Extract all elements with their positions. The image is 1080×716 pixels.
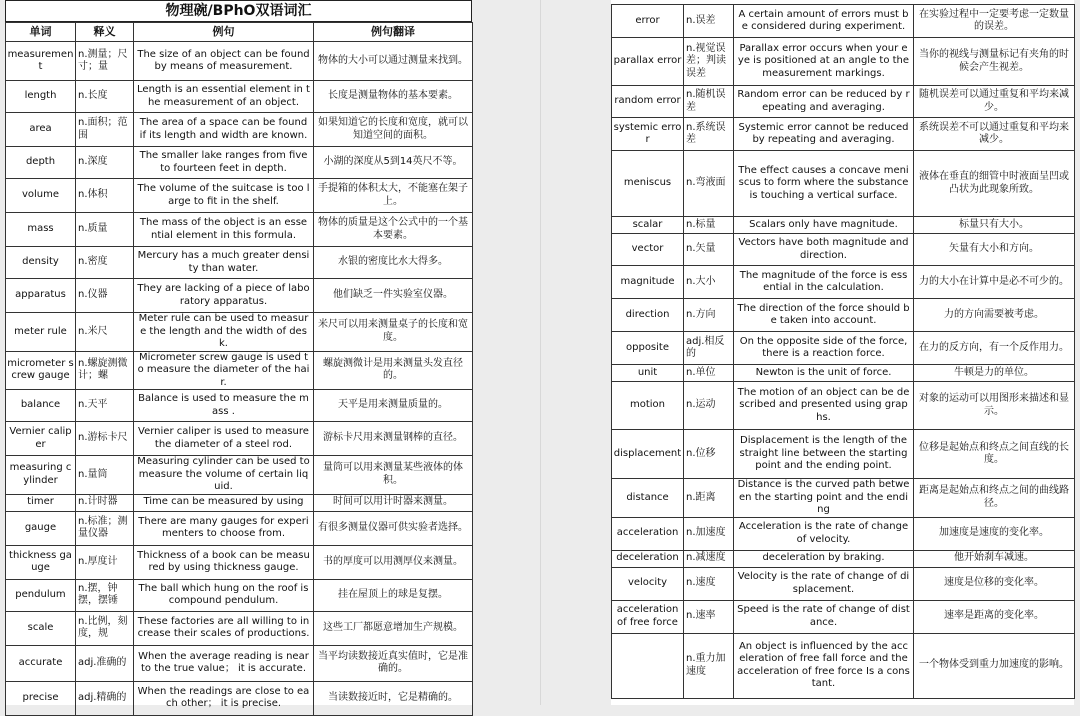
cell-translation: 系统误差不可以通过重复和平均来减少。 [914, 118, 1075, 151]
cell-meaning: n.螺旋测微计；螺 [76, 351, 134, 390]
table-row [6, 42, 473, 81]
cell-example: Balance is used to measure the mass . [134, 390, 314, 422]
cell-meaning: n.长度 [76, 81, 134, 113]
cell-meaning: n.摆，钟摆，摆锤 [76, 579, 134, 611]
cell-example: These factories are all willing to increase their scales of productions. [134, 611, 314, 645]
cell-example: Mercury has a much greater density than water. [134, 247, 314, 279]
table-row [612, 430, 1075, 479]
cell-translation: 如果知道它的长度和宽度，就可以知道空间的面积。 [314, 113, 473, 147]
cell-word: distance [612, 479, 684, 518]
cell-example: Parallax error occurs when your eye is positioned at an angle to the measurement markings. [734, 38, 914, 86]
table-row [6, 681, 473, 715]
cell-translation: 速率是距离的变化率。 [914, 600, 1075, 633]
table-row [6, 279, 473, 313]
cell-example: Acceleration is the rate of change of velocity. [734, 517, 914, 550]
table-row [6, 422, 473, 456]
cell-meaning: adj.准确的 [76, 645, 134, 681]
cell-word: micrometer screw gauge [6, 351, 76, 390]
cell-example: When the average reading is near to the true value； it is accurate. [134, 645, 314, 681]
cell-translation: 力的大小在计算中是必不可少的。 [914, 266, 1075, 299]
cell-meaning: n.标准；测量仪器 [76, 511, 134, 545]
cell-example: Velocity is the rate of change of displacement. [734, 567, 914, 600]
cell-translation: 速度是位移的变化率。 [914, 567, 1075, 600]
table-row [6, 313, 473, 352]
cell-word: velocity [612, 567, 684, 600]
cell-example: Meter rule can be used to measure the length and the width of desk. [134, 313, 314, 352]
table-row [6, 456, 473, 495]
cell-meaning: n.质量 [76, 213, 134, 247]
cell-meaning: n.天平 [76, 390, 134, 422]
cell-translation: 标量只有大小。 [914, 217, 1075, 234]
cell-meaning: n.速度 [684, 567, 734, 600]
cell-word: measurement [6, 42, 76, 81]
cell-translation: 小湖的深度从5到14英尺不等。 [314, 147, 473, 179]
cell-translation: 液体在垂直的细管中时液面呈凹或凸状为此现象所致。 [914, 151, 1075, 217]
cell-example: Time can be measured by using [134, 494, 314, 511]
table-row [6, 147, 473, 179]
cell-meaning: n.重力加速度 [684, 633, 734, 698]
cell-meaning: n.运动 [684, 382, 734, 430]
cell-translation: 矢量有大小和方向。 [914, 234, 1075, 266]
cell-translation: 物体的质量是这个公式中的一个基本要素。 [314, 213, 473, 247]
cell-translation: 水银的密度比水大得多。 [314, 247, 473, 279]
vocab-table-right [611, 4, 1075, 699]
cell-meaning: n.距离 [684, 479, 734, 518]
cell-example: Displacement is the length of the straight line between the starting point and the ending point. [734, 430, 914, 479]
cell-word: thickness gauge [6, 545, 76, 579]
cell-word: displacement [612, 430, 684, 479]
cell-translation: 他们缺乏一件实验室仪器。 [314, 279, 473, 313]
cell-word: area [6, 113, 76, 147]
cell-translation: 量筒可以用来测量某些液体的体积。 [314, 456, 473, 495]
table-row [612, 479, 1075, 518]
cell-word: length [6, 81, 76, 113]
table-row [6, 579, 473, 611]
cell-word: meniscus [612, 151, 684, 217]
cell-word: parallax error [612, 38, 684, 86]
cell-example: When the readings are close to each other； it is precise. [134, 681, 314, 715]
cell-word: volume [6, 179, 76, 213]
table-row [6, 247, 473, 279]
cell-translation: 有很多测量仪器可供实验者选择。 [314, 511, 473, 545]
table-row [612, 151, 1075, 217]
cell-word: systemic error [612, 118, 684, 151]
cell-example: Measuring cylinder can be used to measure the volume of certain liquid. [134, 456, 314, 495]
page-title: 物理碗/BPhO双语词汇 [5, 0, 472, 22]
cell-translation: 物体的大小可以通过测量来找到。 [314, 42, 473, 81]
cell-example: deceleration by braking. [734, 550, 914, 567]
cell-word: apparatus [6, 279, 76, 313]
cell-example: Vectors have both magnitude and direction. [734, 234, 914, 266]
cell-meaning: n.测量；尺寸；量 [76, 42, 134, 81]
right-page [611, 0, 1074, 705]
cell-example: The smaller lake ranges from five to fourteen feet in depth. [134, 147, 314, 179]
cell-example: A certain amount of errors must be considered during experiment. [734, 5, 914, 38]
cell-word: Vernier caliper [6, 422, 76, 456]
table-row [6, 81, 473, 113]
cell-meaning: n.矢量 [684, 234, 734, 266]
table-row [6, 179, 473, 213]
cell-example: The direction of the force should be taken into account. [734, 299, 914, 332]
table-row [6, 351, 473, 390]
cell-translation: 加速度是速度的变化率。 [914, 517, 1075, 550]
cell-word: meter rule [6, 313, 76, 352]
cell-meaning: n.密度 [76, 247, 134, 279]
cell-meaning: n.误差 [684, 5, 734, 38]
header-example: 例句 [134, 23, 314, 42]
cell-word: magnitude [612, 266, 684, 299]
cell-meaning: n.仪器 [76, 279, 134, 313]
table-row [6, 390, 473, 422]
cell-example: There are many gauges for experimenters to choose from. [134, 511, 314, 545]
table-row [612, 633, 1075, 698]
cell-word: motion [612, 382, 684, 430]
cell-meaning: n.系统误差 [684, 118, 734, 151]
table-row [612, 86, 1075, 118]
cell-translation: 当读数接近时，它是精确的。 [314, 681, 473, 715]
table-row [612, 382, 1075, 430]
cell-word: scale [6, 611, 76, 645]
cell-meaning: n.米尺 [76, 313, 134, 352]
cell-example: The motion of an object can be described and presented using graphs. [734, 382, 914, 430]
cell-translation: 距离是起始点和终点之间的曲线路径。 [914, 479, 1075, 518]
cell-word: accurate [6, 645, 76, 681]
cell-word: depth [6, 147, 76, 179]
cell-word: density [6, 247, 76, 279]
cell-meaning: n.量筒 [76, 456, 134, 495]
cell-meaning: n.大小 [684, 266, 734, 299]
cell-meaning: n.面积；范围 [76, 113, 134, 147]
cell-word: unit [612, 365, 684, 382]
cell-example: Random error can be reduced by repeating and averaging. [734, 86, 914, 118]
header-translation: 例句翻译 [314, 23, 473, 42]
cell-example: Distance is the curved path between the starting point and the ending [734, 479, 914, 518]
cell-meaning: n.弯液面 [684, 151, 734, 217]
table-row [612, 299, 1075, 332]
cell-word: mass [6, 213, 76, 247]
cell-word: balance [6, 390, 76, 422]
cell-word: error [612, 5, 684, 38]
left-page [5, 0, 472, 709]
cell-meaning: n.减速度 [684, 550, 734, 567]
cell-translation: 随机误差可以通过重复和平均来减少。 [914, 86, 1075, 118]
table-row [612, 5, 1075, 38]
cell-word: direction [612, 299, 684, 332]
table-row [6, 611, 473, 645]
table-row [612, 217, 1075, 234]
cell-example: The ball which hung on the roof is compound pendulum. [134, 579, 314, 611]
vocab-body-right [612, 5, 1075, 699]
cell-word: timer [6, 494, 76, 511]
cell-example: The mass of the object is an essential element in this formula. [134, 213, 314, 247]
cell-translation: 在力的反方向，有一个反作用力。 [914, 332, 1075, 365]
cell-translation: 他开始刹车减速。 [914, 550, 1075, 567]
cell-translation: 手提箱的体积太大，不能塞在架子上。 [314, 179, 473, 213]
cell-example: On the opposite side of the force, there is a reaction force. [734, 332, 914, 365]
header-meaning: 释义 [76, 23, 134, 42]
cell-translation: 游标卡尺用来测量钢棒的直径。 [314, 422, 473, 456]
cell-meaning: n.加速度 [684, 517, 734, 550]
table-row [612, 118, 1075, 151]
cell-translation: 螺旋测微计是用来测量头发直径的。 [314, 351, 473, 390]
table-row [612, 234, 1075, 266]
cell-meaning: adj.相反的 [684, 332, 734, 365]
cell-example: The effect causes a concave meniscus to form where the substance is touching a vertical surface. [734, 151, 914, 217]
cell-meaning: n.单位 [684, 365, 734, 382]
table-row [612, 38, 1075, 86]
cell-translation: 时间可以用计时器来测量。 [314, 494, 473, 511]
cell-meaning: n.游标卡尺 [76, 422, 134, 456]
cell-example: Scalars only have magnitude. [734, 217, 914, 234]
cell-meaning: n.体积 [76, 179, 134, 213]
cell-translation: 长度是测量物体的基本要素。 [314, 81, 473, 113]
cell-translation: 这些工厂都愿意增加生产规模。 [314, 611, 473, 645]
cell-meaning: n.位移 [684, 430, 734, 479]
table-row [612, 567, 1075, 600]
table-row [612, 266, 1075, 299]
cell-word: measuring cylinder [6, 456, 76, 495]
cell-word: opposite [612, 332, 684, 365]
cell-meaning: n.速率 [684, 600, 734, 633]
cell-word: pendulum [6, 579, 76, 611]
cell-word: acceleration of free force [612, 600, 684, 633]
table-row [6, 494, 473, 511]
cell-translation: 米尺可以用来测量桌子的长度和宽度。 [314, 313, 473, 352]
cell-translation: 力的方向需要被考虑。 [914, 299, 1075, 332]
cell-word [612, 633, 684, 698]
cell-meaning: adj.精确的 [76, 681, 134, 715]
vocab-body-left [6, 42, 473, 716]
cell-word: acceleration [612, 517, 684, 550]
cell-example: The size of an object can be found by means of measurement. [134, 42, 314, 81]
cell-example: Speed is the rate of change of distance. [734, 600, 914, 633]
cell-translation: 书的厚度可以用测厚仪来测量。 [314, 545, 473, 579]
table-row [6, 545, 473, 579]
cell-example: The magnitude of the force is essential in the calculation. [734, 266, 914, 299]
header-word: 单词 [6, 23, 76, 42]
cell-meaning: n.视觉误差；判读误差 [684, 38, 734, 86]
cell-translation: 当平均读数接近真实值时，它是准确的。 [314, 645, 473, 681]
cell-example: Newton is the unit of force. [734, 365, 914, 382]
cell-meaning: n.随机误差 [684, 86, 734, 118]
cell-meaning: n.标量 [684, 217, 734, 234]
vocab-table-left [5, 22, 473, 716]
cell-translation: 对象的运动可以用图形来描述和显示。 [914, 382, 1075, 430]
cell-example: Systemic error cannot be reduced by repeating and averaging. [734, 118, 914, 151]
header-row [6, 23, 473, 42]
cell-translation: 挂在屋顶上的球是复摆。 [314, 579, 473, 611]
table-row [612, 332, 1075, 365]
table-row [6, 645, 473, 681]
cell-word: scalar [612, 217, 684, 234]
cell-example: They are lacking of a piece of laboratory apparatus. [134, 279, 314, 313]
cell-meaning: n.计时器 [76, 494, 134, 511]
cell-word: random error [612, 86, 684, 118]
table-row [6, 113, 473, 147]
cell-word: vector [612, 234, 684, 266]
cell-example: The volume of the suitcase is too large to fit in the shelf. [134, 179, 314, 213]
cell-translation: 一个物体受到重力加速度的影响。 [914, 633, 1075, 698]
table-row [612, 550, 1075, 567]
table-row [6, 213, 473, 247]
cell-example: Length is an essential element in the measurement of an object. [134, 81, 314, 113]
cell-translation: 牛顿是力的单位。 [914, 365, 1075, 382]
cell-meaning: n.厚度计 [76, 545, 134, 579]
cell-example: Micrometer screw gauge is used to measure the diameter of the hair. [134, 351, 314, 390]
table-row [612, 600, 1075, 633]
cell-translation: 位移是起始点和终点之间直线的长度。 [914, 430, 1075, 479]
table-row [612, 517, 1075, 550]
cell-word: gauge [6, 511, 76, 545]
cell-example: Vernier caliper is used to measure the diameter of a steel rod. [134, 422, 314, 456]
cell-meaning: n.方向 [684, 299, 734, 332]
cell-meaning: n.比例，刻度，规 [76, 611, 134, 645]
cell-word: deceleration [612, 550, 684, 567]
cell-meaning: n.深度 [76, 147, 134, 179]
cell-example: Thickness of a book can be measured by using thickness gauge. [134, 545, 314, 579]
cell-translation: 天平是用来测量质量的。 [314, 390, 473, 422]
table-row [6, 511, 473, 545]
cell-word: precise [6, 681, 76, 715]
cell-example: The area of a space can be found if its length and width are known. [134, 113, 314, 147]
page-divider [540, 0, 541, 705]
table-row [612, 365, 1075, 382]
cell-example: An object is influenced by the acceleration of free fall force and the acceleration of free force Is a constant. [734, 633, 914, 698]
cell-translation: 在实验过程中一定要考虑一定数量的误差。 [914, 5, 1075, 38]
cell-translation: 当你的视线与测量标记有夹角的时候会产生视差。 [914, 38, 1075, 86]
